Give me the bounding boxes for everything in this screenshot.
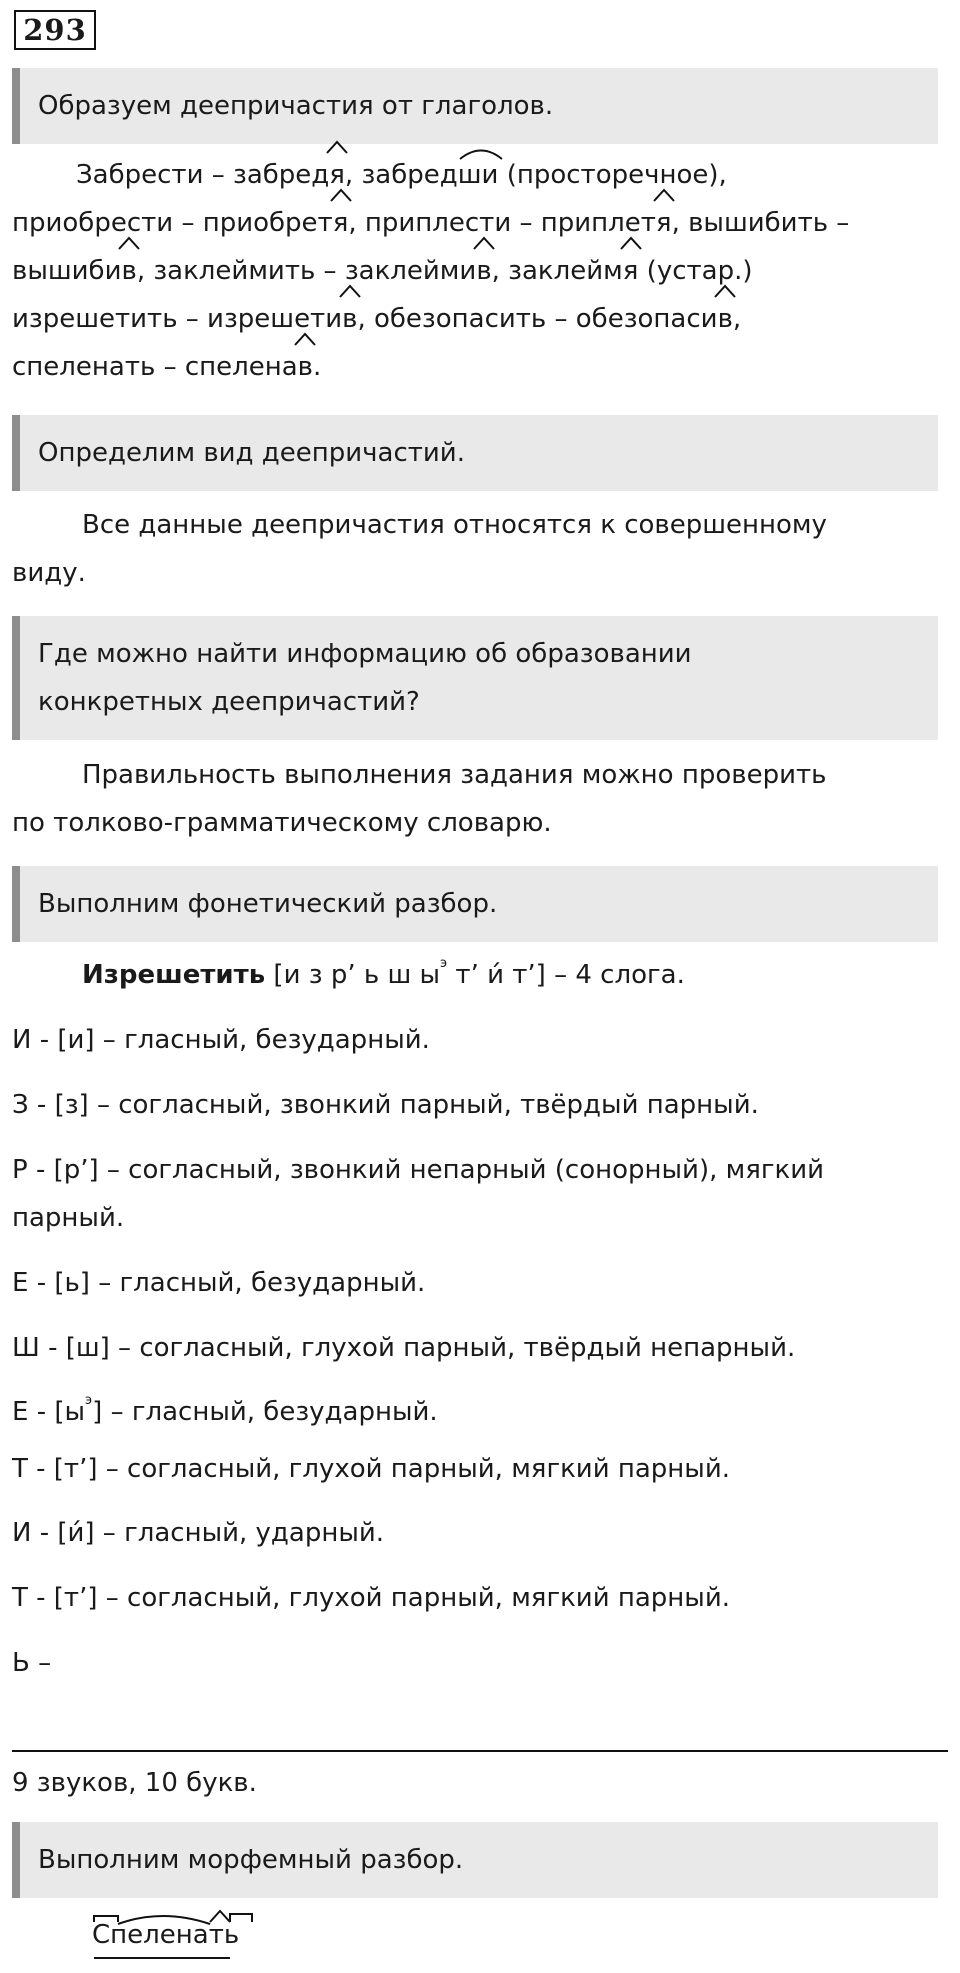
answer-line: виду. xyxy=(12,558,86,588)
letter-row: Т - [т’] – согласный, глухой парный, мягкий парный. xyxy=(12,1583,730,1613)
answer-line: Правильность выполнения задания можно проверить xyxy=(82,760,827,790)
letter-row: Т - [т’] – согласный, глухой парный, мягкий парный. xyxy=(12,1454,730,1484)
suffix-mark: я xyxy=(623,256,639,286)
answer-line: Все данные деепричастия относятся к совершенному xyxy=(82,510,827,540)
question-text-3b: конкретных деепричастий? xyxy=(38,687,420,717)
suffix-mark: в xyxy=(298,352,313,382)
question-box-5 xyxy=(12,1822,938,1898)
question-box-3 xyxy=(12,616,938,740)
transcription-suffix: т’ и́ т’] – 4 слога. xyxy=(447,960,685,990)
letter-row: И - [и] – гласный, безударный. xyxy=(12,1025,430,1055)
question-text-5: Выполним морфемный разбор. xyxy=(38,1845,464,1875)
transcription-prefix: [и з р’ ь ш ы xyxy=(273,960,441,990)
morpheme-word-container xyxy=(92,1908,292,1964)
question-text-2: Определим вид деепричастий. xyxy=(38,438,465,468)
question-box-2 xyxy=(12,415,938,491)
answer-line: приобрести – приобретя , приплести – приплетя , вышибить – xyxy=(12,208,849,238)
morpheme-word: Спеленать xyxy=(92,1920,240,1950)
question-box-1 xyxy=(12,68,938,144)
question-text-4: Выполним фонетический разбор. xyxy=(38,889,498,919)
letter-e2-prefix: Е - [ы xyxy=(12,1397,86,1427)
letter-row: Ш - [ш] – согласный, глухой парный, твёрдый непарный. xyxy=(12,1333,796,1363)
letter-e2-sup: э xyxy=(85,1393,93,1408)
suffix-mark: я xyxy=(333,208,349,238)
suffix-mark: я xyxy=(656,208,672,238)
transcription-line xyxy=(82,956,685,990)
letter-row: З - [з] – согласный, звонкий парный, твёрдый парный. xyxy=(12,1090,759,1120)
task-number: 293 xyxy=(14,10,96,50)
suffix-arc-mark: ши xyxy=(458,160,499,190)
answer-line: Забрести – забредя , забредши (просторечное), xyxy=(76,160,727,190)
answer-line: изрешетить – изрешетив , обезопасить – обезопасив , xyxy=(12,304,741,334)
transcription-sup: э xyxy=(440,956,448,971)
letter-row: Р - [р’] – согласный, звонкий непарный (сонорный), мягкий xyxy=(12,1155,825,1185)
letter-row xyxy=(12,1393,438,1427)
answer-line: по толково-грамматическому словарю. xyxy=(12,808,552,838)
suffix-mark: в xyxy=(121,256,136,286)
suffix-mark: я xyxy=(329,160,345,190)
suffix-mark: в xyxy=(342,304,357,334)
letter-row: Ь – xyxy=(12,1648,52,1678)
letter-row: парный. xyxy=(12,1203,125,1233)
question-text-3a: Где можно найти информацию об образовании xyxy=(38,639,692,669)
question-box-4 xyxy=(12,866,938,942)
letter-e2-suffix: ] – гласный, безударный. xyxy=(92,1397,438,1427)
suffix-mark: в xyxy=(718,304,733,334)
question-text-1: Образуем деепричастия от глаголов. xyxy=(38,91,554,121)
answer-line: вышибив , заклеймить – заклеймив , заклеймя (устар.) xyxy=(12,256,753,286)
suffix-mark: в xyxy=(476,256,491,286)
summary-line: 9 звуков, 10 букв. xyxy=(12,1768,257,1798)
analyzed-word: Изрешетить xyxy=(82,960,266,990)
letter-row: Е - [ь] – гласный, безударный. xyxy=(12,1268,426,1298)
divider-line xyxy=(12,1750,948,1752)
answer-line: спеленать – спеленав . xyxy=(12,352,321,382)
letter-row: И - [и́] – гласный, ударный. xyxy=(12,1518,385,1548)
